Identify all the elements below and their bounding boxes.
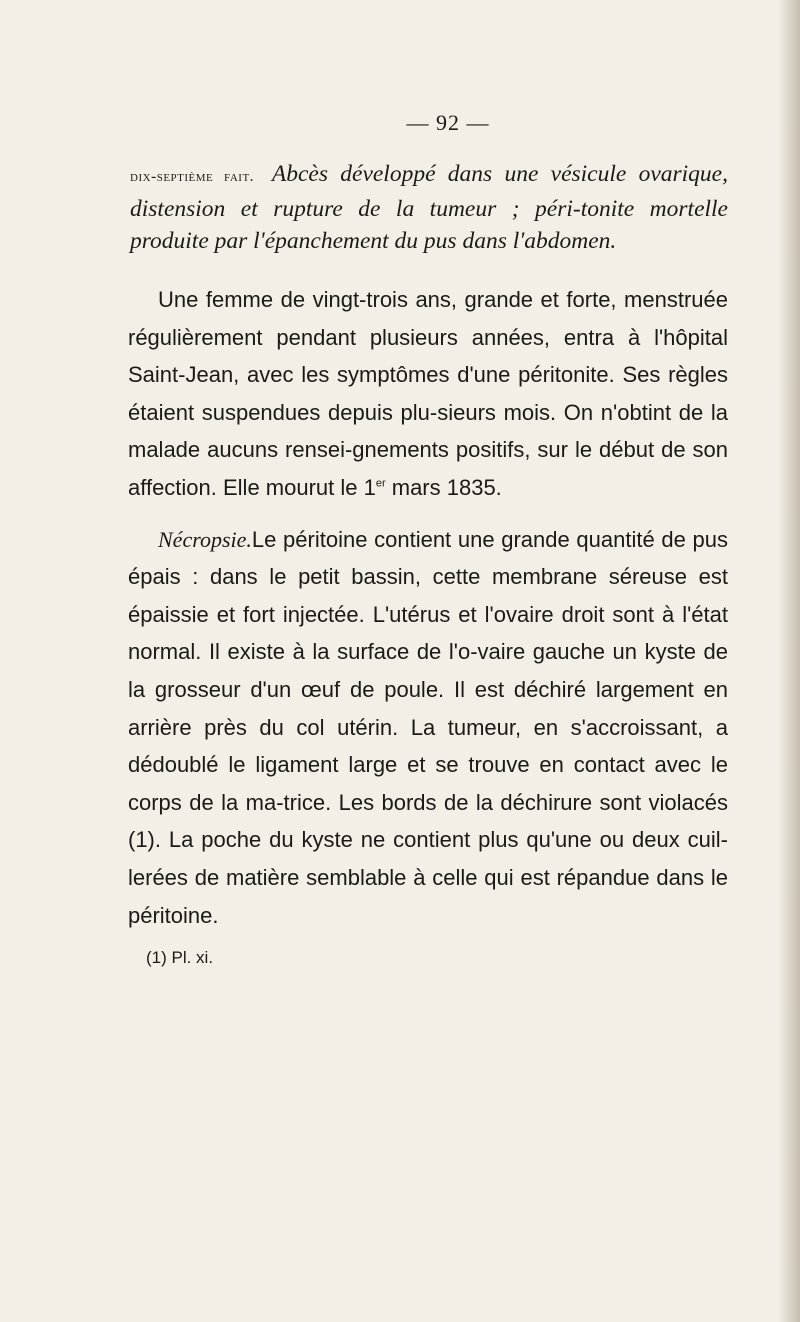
page-number: — 92 — xyxy=(406,110,490,135)
paragraph-2-text: Le péritoine contient une grande quantité de pus épais : dans le petit bassin, cette membrane séreuse est épaissie et fort injectée. L'utérus et l'ovaire droit sont à l'état normal. Il existe à la surface de l'o-vaire gauche un kyste de la grosseur d'un œuf de poule. Il est déchiré largement en arrière près du col utérin. La tumeur, en s'accroissant, a dédoublé le ligament large et se trouve en contact avec le corps de la ma-trice. Les bords de la déchirure sont violacés (1). La poche du kyste ne contient plus qu'une ou deux cuil-lerées de matière semblable à celle qui est répandue dans le péritoine. xyxy=(128,526,728,928)
page-edge-shadow xyxy=(778,0,800,1322)
book-page xyxy=(128,110,728,968)
ordinal-superscript: er xyxy=(375,477,386,490)
paragraph-clinical-history xyxy=(128,281,728,507)
paragraph-necropsy xyxy=(128,521,728,935)
necropsy-label: Nécropsie. xyxy=(158,526,252,552)
case-title: Abcès développé dans une vésicule ovarique, distension et rupture de la tumeur ; péri-tonite mortelle produite par l'épanchement du pus dans l'abdomen. xyxy=(130,161,728,254)
paragraph-1-text: Une femme de vingt-trois ans, grande et forte, menstruée régulièrement pendant plusieurs années, entra à l'hôpital Saint-Jean, avec les symptômes d'une péritonite. Ses règles étaient suspendues depuis plu-sieurs mois. On n'obtint de la malade aucuns rensei-gnements positifs, sur le début de son affection. Elle mourut le 1 xyxy=(128,287,728,500)
case-heading xyxy=(130,158,728,257)
footnote: (1) Pl. xi. xyxy=(146,948,214,968)
paragraph-1-end: mars 1835. xyxy=(385,474,502,500)
case-number-label: dix-septième fait. xyxy=(130,168,255,185)
